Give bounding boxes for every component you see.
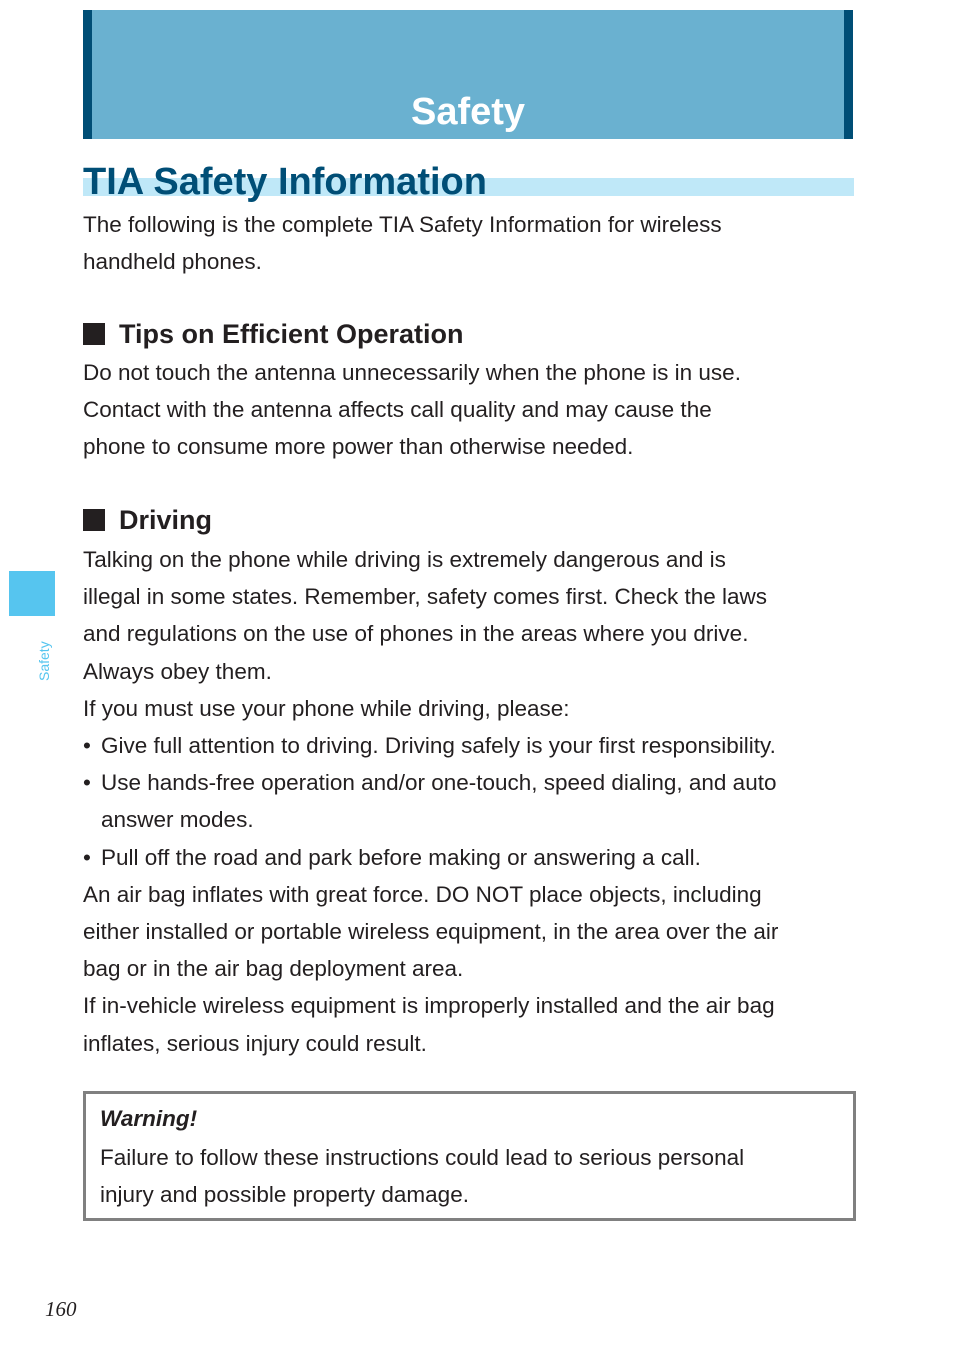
chapter-banner xyxy=(83,10,853,139)
driving-body xyxy=(83,541,858,1062)
text-line: Give full attention to driving. Driving safely is your first responsibility. xyxy=(101,733,776,759)
text-line: Always obey them. xyxy=(83,658,272,684)
tips-heading-label: Tips on Efficient Operation xyxy=(119,319,464,349)
text-line: injury and possible property damage. xyxy=(100,1182,469,1208)
tips-heading xyxy=(83,318,464,350)
side-tab-marker xyxy=(9,571,55,616)
text-line: If in-vehicle wireless equipment is improperly installed and the air bag xyxy=(83,993,775,1019)
text-line: Talking on the phone while driving is extremely dangerous and is xyxy=(83,547,726,572)
chapter-title: Safety xyxy=(410,91,526,133)
section-title: TIA Safety Information xyxy=(83,158,487,206)
list-item xyxy=(83,727,858,764)
bullet-dot-icon: • xyxy=(83,770,91,796)
text-line: Contact with the antenna affects call quality and may cause the xyxy=(83,397,712,423)
text-line: If you must use your phone while driving, please: xyxy=(83,695,570,721)
text-line: inflates, serious injury could result. xyxy=(83,1030,427,1056)
text-line: illegal in some states. Remember, safety comes first. Check the laws xyxy=(83,584,768,610)
text-line: Use hands-free operation and/or one-touch, speed dialing, and auto xyxy=(101,770,777,796)
text-line: either installed or portable wireless equipment, in the area over the air xyxy=(83,919,779,945)
text-line: Do not touch the antenna unnecessarily when the phone is in use. xyxy=(83,360,741,385)
text-line: The following is the complete TIA Safety Information for wireless xyxy=(83,212,722,237)
text-line: phone to consume more power than otherwise needed. xyxy=(83,434,634,460)
driving-heading-label: Driving xyxy=(119,505,213,535)
warning-title: Warning! xyxy=(100,1106,198,1131)
text-line: and regulations on the use of phones in the areas where you drive. xyxy=(83,621,749,647)
text-line: Failure to follow these instructions could lead to serious personal xyxy=(100,1145,745,1170)
list-item xyxy=(83,839,858,876)
intro-paragraph xyxy=(83,206,858,280)
text-line: answer modes. xyxy=(101,807,254,833)
side-tab-label: Safety xyxy=(36,641,52,681)
text-line: An air bag inflates with great force. DO NOT place objects, including xyxy=(83,881,762,907)
tips-paragraph xyxy=(83,354,858,466)
section-heading-block xyxy=(83,158,854,206)
text-line: Pull off the road and park before making or answering a call. xyxy=(101,844,701,870)
text-line: handheld phones. xyxy=(83,249,262,275)
bullet-dot-icon: • xyxy=(83,733,91,759)
list-item xyxy=(83,764,858,838)
driving-heading xyxy=(83,504,212,536)
square-bullet-icon xyxy=(83,509,105,531)
square-bullet-icon xyxy=(83,323,105,345)
text-line: bag or in the air bag deployment area. xyxy=(83,956,464,982)
page-number: 160 xyxy=(45,1297,77,1321)
bullet-dot-icon: • xyxy=(83,844,91,870)
warning-box xyxy=(83,1091,856,1221)
warning-text xyxy=(100,1139,840,1213)
